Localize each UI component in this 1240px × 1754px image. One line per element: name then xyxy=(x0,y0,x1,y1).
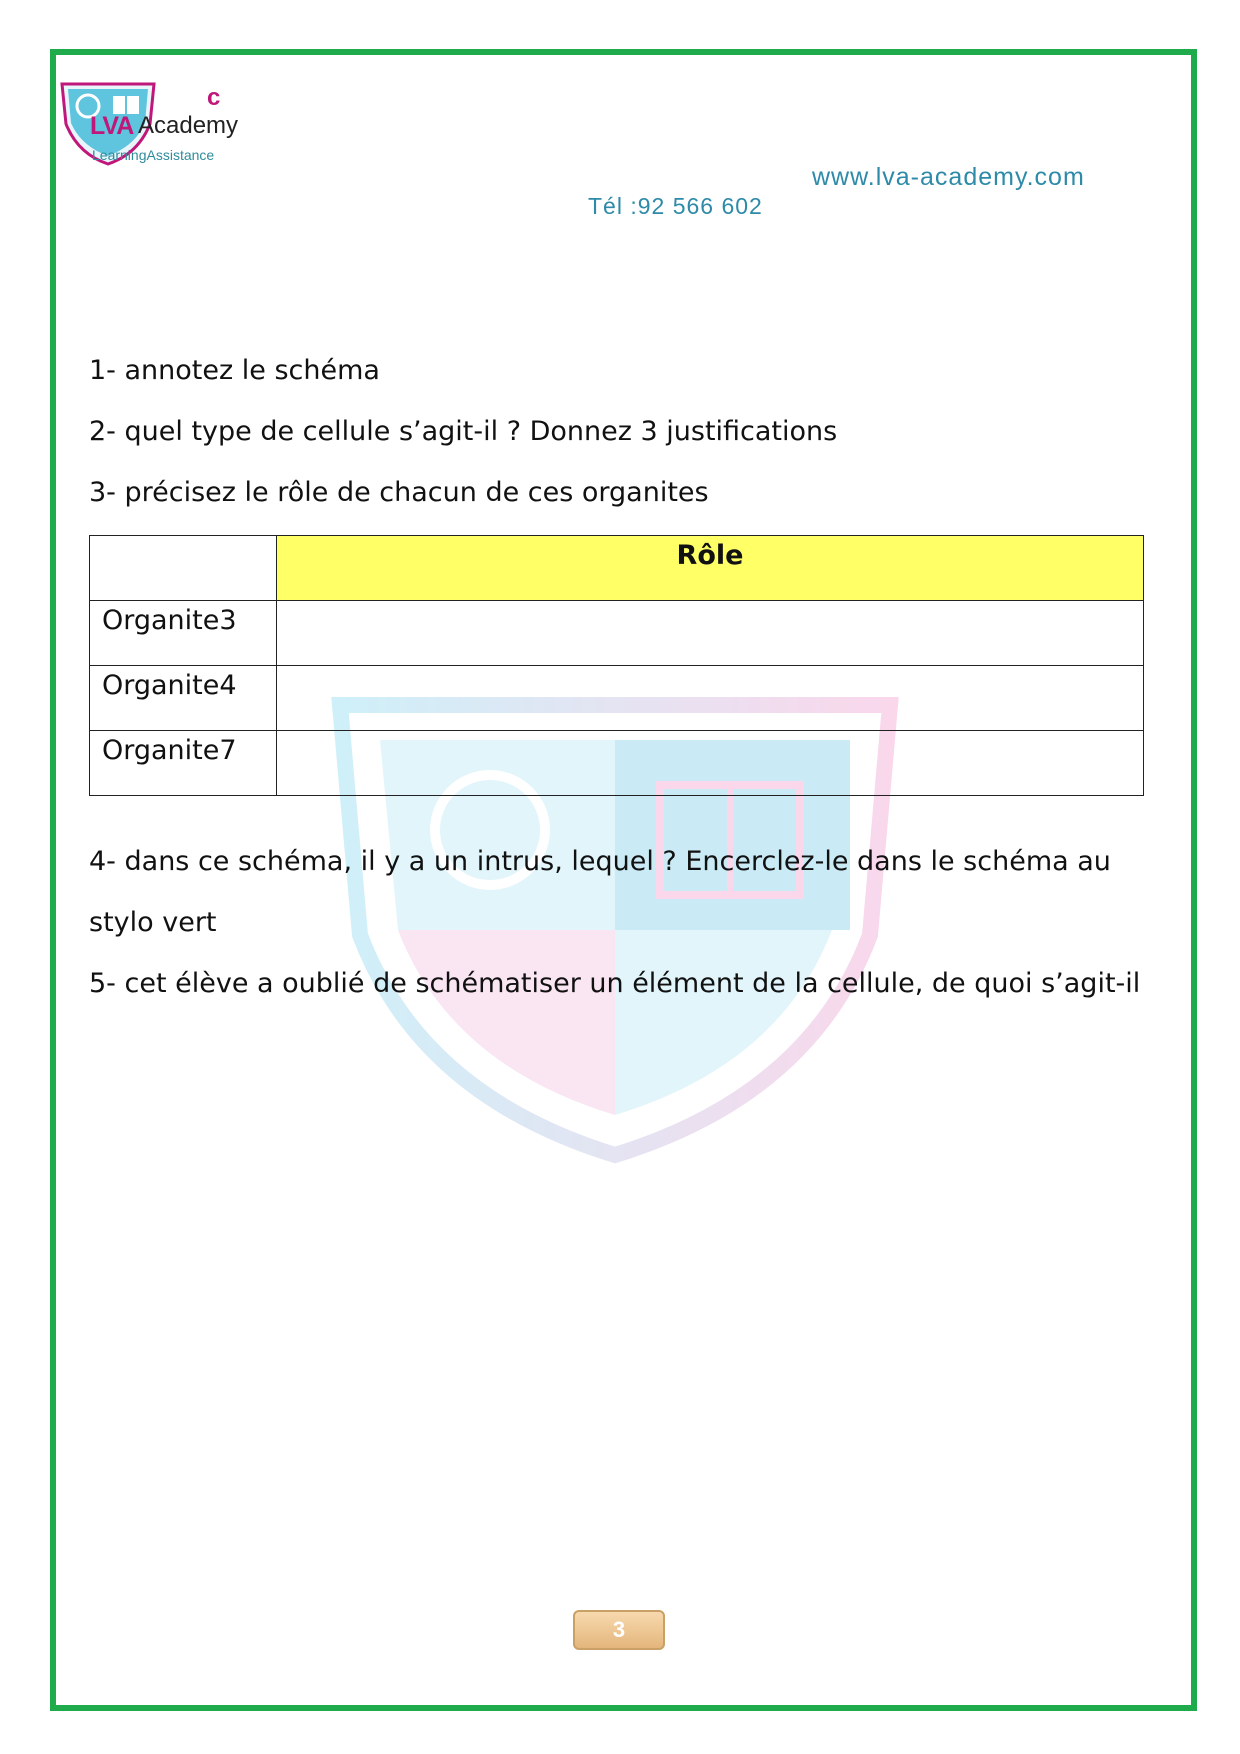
table-header-row xyxy=(90,536,1144,601)
table-header-role: Rôle xyxy=(277,536,1144,601)
logo-academy-text: Academy xyxy=(138,112,239,139)
question-4-line-2: stylo vert xyxy=(89,907,217,938)
question-3: 3- précisez le rôle de chacun de ces organites xyxy=(89,477,709,508)
organite-label: Organite4 xyxy=(90,666,277,731)
organite-role-table xyxy=(89,535,1144,796)
table-row xyxy=(90,731,1144,796)
page-number-badge: 3 xyxy=(573,1610,665,1650)
website-link[interactable]: www.lva-academy.com xyxy=(812,163,1085,191)
question-5: 5- cet élève a oublié de schématiser un élément de la cellule, de quoi s’agit-il xyxy=(89,968,1141,999)
table-row xyxy=(90,601,1144,666)
table-row xyxy=(90,666,1144,731)
role-cell[interactable] xyxy=(277,731,1144,796)
role-cell[interactable] xyxy=(277,666,1144,731)
question-2: 2- quel type de cellule s’agit-il ? Donnez 3 justifications xyxy=(89,416,838,447)
table-header-empty xyxy=(90,536,277,601)
logo-letter: c xyxy=(207,84,221,111)
question-1: 1- annotez le schéma xyxy=(89,355,380,386)
question-4-line-1: 4- dans ce schéma, il y a un intrus, lequel ? Encerclez-le dans le schéma au xyxy=(89,846,1111,877)
organite-label: Organite3 xyxy=(90,601,277,666)
phone-number: Tél :92 566 602 xyxy=(588,193,763,219)
role-cell[interactable] xyxy=(277,601,1144,666)
logo-tagline: LearningAssistance xyxy=(92,147,215,163)
organite-label: Organite7 xyxy=(90,731,277,796)
logo-lva-text: LVA xyxy=(90,112,134,140)
